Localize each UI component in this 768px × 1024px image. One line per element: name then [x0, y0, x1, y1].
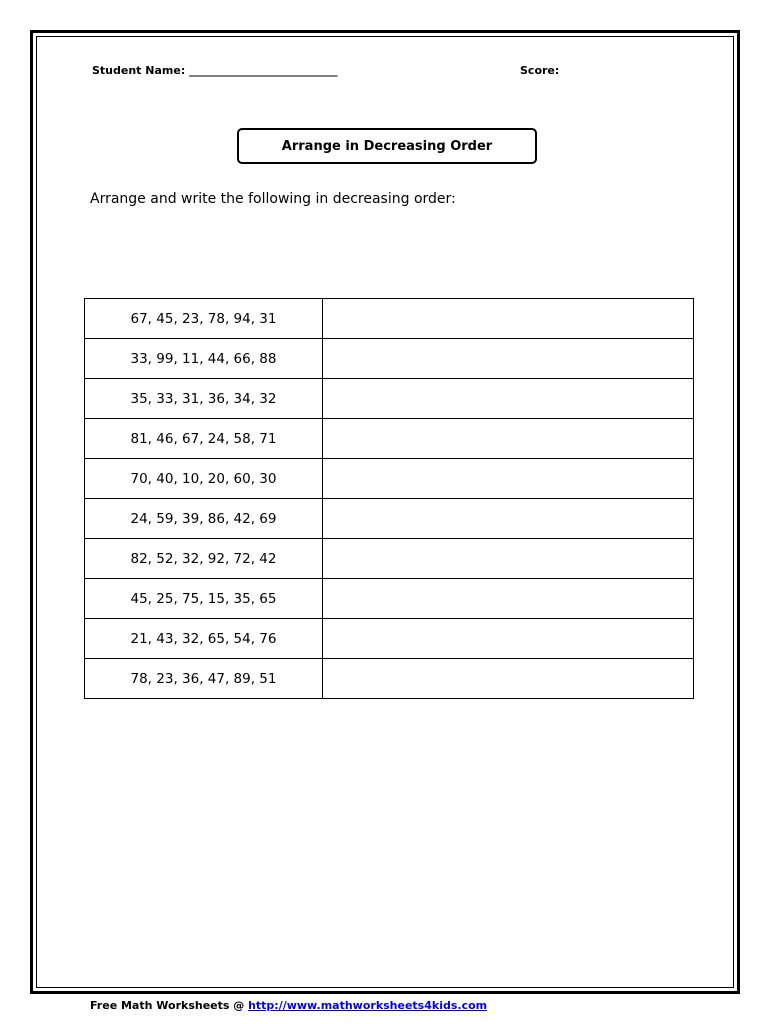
problems-table	[84, 298, 694, 699]
problem-numbers: 82, 52, 32, 92, 72, 42	[85, 539, 323, 579]
student-name-field: Student Name: ___________________________	[92, 64, 338, 77]
table-row	[85, 299, 694, 339]
table-row	[85, 339, 694, 379]
problem-numbers: 78, 23, 36, 47, 89, 51	[85, 659, 323, 699]
table-row	[85, 379, 694, 419]
score-field: Score:	[520, 64, 560, 77]
worksheet-title: Arrange in Decreasing Order	[237, 128, 537, 164]
table-row	[85, 419, 694, 459]
problem-numbers: 70, 40, 10, 20, 60, 30	[85, 459, 323, 499]
answer-cell[interactable]	[323, 619, 694, 659]
answer-cell[interactable]	[323, 299, 694, 339]
answer-cell[interactable]	[323, 459, 694, 499]
answer-cell[interactable]	[323, 659, 694, 699]
table-row	[85, 579, 694, 619]
problem-numbers: 33, 99, 11, 44, 66, 88	[85, 339, 323, 379]
problem-numbers: 45, 25, 75, 15, 35, 65	[85, 579, 323, 619]
table-row	[85, 659, 694, 699]
table-row	[85, 459, 694, 499]
footer-link[interactable]: http://www.mathworksheets4kids.com	[248, 999, 488, 1012]
problem-numbers: 81, 46, 67, 24, 58, 71	[85, 419, 323, 459]
answer-cell[interactable]	[323, 339, 694, 379]
answer-cell[interactable]	[323, 539, 694, 579]
table-row	[85, 619, 694, 659]
answer-cell[interactable]	[323, 419, 694, 459]
instruction-text: Arrange and write the following in decreasing order:	[90, 191, 456, 207]
problem-numbers: 35, 33, 31, 36, 34, 32	[85, 379, 323, 419]
table-row	[85, 499, 694, 539]
footer-prefix: Free Math Worksheets @	[90, 999, 249, 1012]
answer-cell[interactable]	[323, 379, 694, 419]
problem-numbers: 21, 43, 32, 65, 54, 76	[85, 619, 323, 659]
table-row	[85, 539, 694, 579]
footer	[90, 999, 487, 1012]
answer-cell[interactable]	[323, 579, 694, 619]
answer-cell[interactable]	[323, 499, 694, 539]
problem-numbers: 24, 59, 39, 86, 42, 69	[85, 499, 323, 539]
problem-numbers: 67, 45, 23, 78, 94, 31	[85, 299, 323, 339]
